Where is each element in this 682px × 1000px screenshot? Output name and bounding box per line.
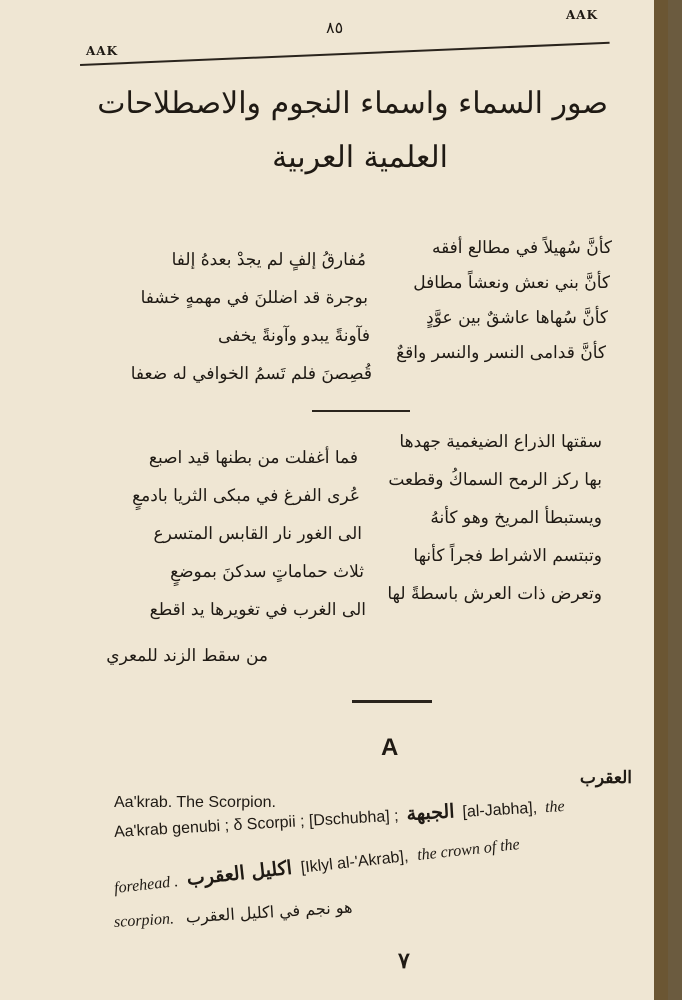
poem2-right-line: وتبتسم الاشراط فجراً كأنها <box>413 546 602 566</box>
entry-line-4-arabic: هو نجم في اكليل العقرب <box>185 897 353 927</box>
entry-line-1: Aa'krab. The Scorpion. <box>114 794 276 811</box>
entry-line-4 <box>113 897 353 932</box>
poem2-right-line: بها ركز الرمح السماكُ وقطعت <box>388 470 602 490</box>
poem1-right-line: كأنَّ سُهيلاً في مطالع أفقه <box>431 238 612 258</box>
poem-attribution: من سقط الزند للمعري <box>106 646 268 666</box>
poem2-left-line: الى الغرب في تغويرها يد اقطع <box>149 600 366 620</box>
poem2-right-line: وتعرض ذات العرش باسطةً لها <box>387 584 602 604</box>
poem2-right-line: ويستبطأ المريخ وهو كأنهُ <box>430 508 602 528</box>
section-rule <box>352 700 432 703</box>
entry-line-3-arabic: اكليل العقرب <box>185 856 294 891</box>
page-title-line2: العلمية العربية <box>272 140 448 175</box>
page-number-bottom: ٧ <box>398 948 410 974</box>
poem2-right-line: سقتها الذراع الضيغمية جهدها <box>399 432 602 452</box>
entry-line-2-arabic: الجبهة <box>405 800 456 826</box>
page-number-top: ٨٥ <box>326 18 344 37</box>
entry-arabic-heading: العقرب <box>579 768 632 788</box>
page-title-line1: صور السماء واسماء النجوم والاصطلاحات <box>97 86 608 121</box>
running-head-right: AAK <box>566 8 599 22</box>
header-rule <box>80 42 610 66</box>
poem1-left-line: قُصِصنَ فلم تَسمُ الخوافي له ضعفا <box>130 364 372 384</box>
entry-line-4-italic: scorpion. <box>113 910 175 931</box>
entry-line-3 <box>113 832 521 898</box>
entry-line-2-text: Aa'krab genubi ; δ Scorpii ; [Dschubha] ; <box>113 807 400 841</box>
poem1-left-line: بوجرة قد اضللنَ في مهمهٍ خشفا <box>140 288 368 308</box>
poem1-right-line: كأنَّ قدامى النسر والنسر واقعٌ <box>396 343 606 363</box>
poem2-left-line: الى الغور نار القابس المتسرع <box>153 524 362 544</box>
poem1-left-line: مُفارقُ إلفٍ لم يجدْ بعدهُ إلفا <box>171 250 366 270</box>
running-head-left: AAK <box>86 44 119 58</box>
entry-line-3-translit: [Iklyl al-'Akrab], <box>300 848 410 877</box>
poem1-right-line: كأنَّ سُهاها عاشقٌ بين عوَّدٍ <box>426 308 608 328</box>
poem1-left-line: فآونةً يبدو وآونةً يخفى <box>217 326 370 346</box>
section-letter: A <box>381 734 399 761</box>
poem2-left-line: فما أغفلت من بطنها قيد اصبع <box>148 448 358 468</box>
entry-line-2-italic: the <box>544 798 566 817</box>
divider-rule <box>312 410 410 412</box>
poem2-left-line: ثلاث حماماتٍ سدكنَ بموضعٍ <box>170 562 364 582</box>
poem2-left-line: عُرى الفرغ في مبكى الثريا بادمعٍ <box>132 486 360 506</box>
entry-line-3-italic: forehead . <box>113 873 179 897</box>
entry-line-3-italic-2: the crown of the <box>416 836 521 865</box>
page-edge <box>654 0 668 1000</box>
entry-line-2-translit: [al-Jabha], <box>462 799 538 821</box>
poem1-right-line: كأنَّ بني نعش ونعشاً مطافل <box>413 273 610 293</box>
